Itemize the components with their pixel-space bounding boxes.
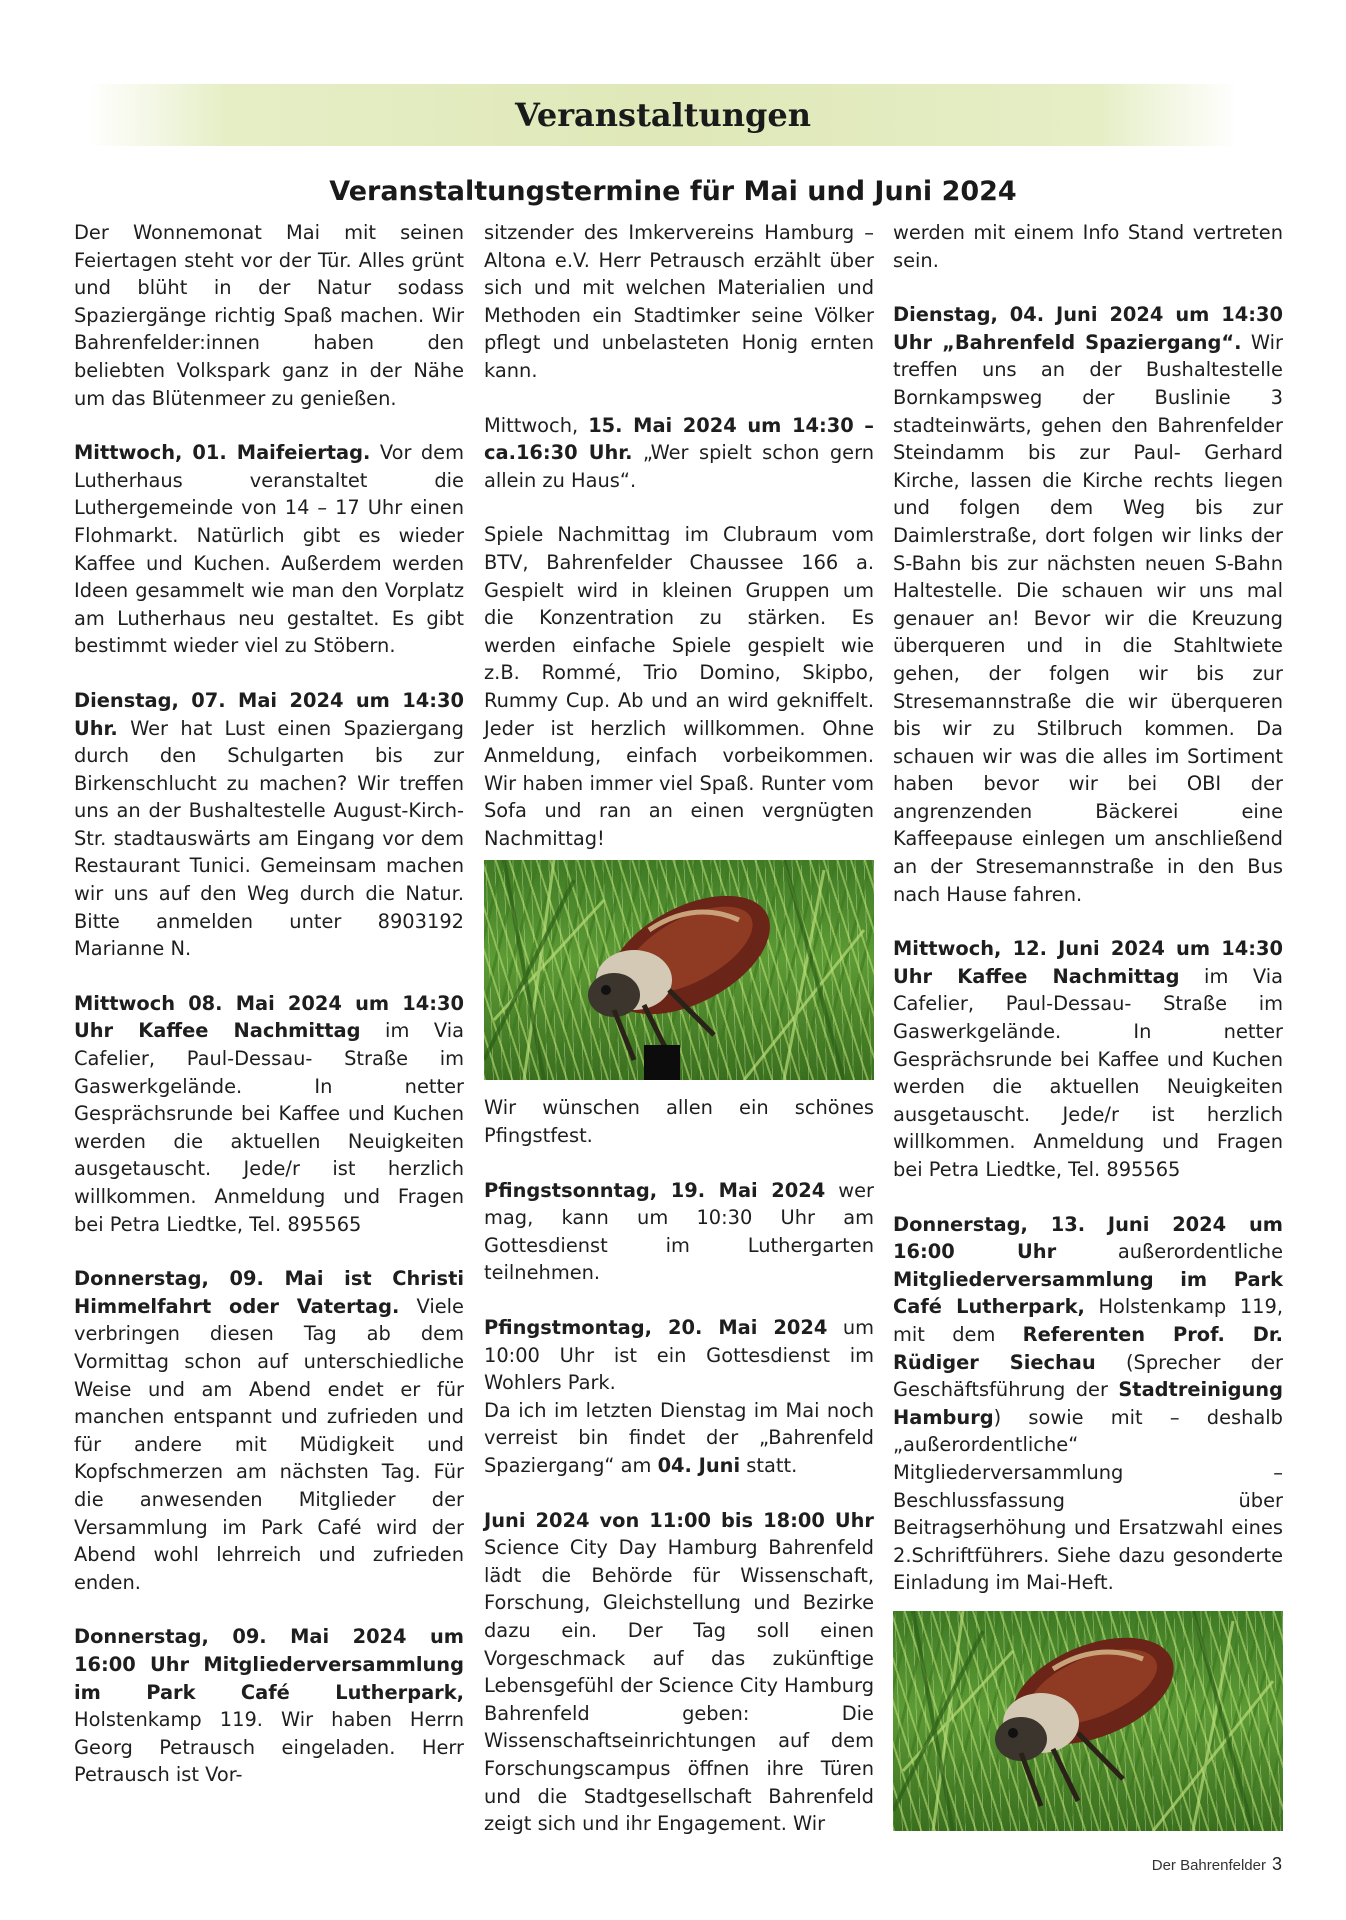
beetle-in-grass-icon bbox=[893, 1611, 1283, 1831]
column-2 bbox=[484, 219, 874, 1865]
pfingst-wish: Wir wünschen allen ein schönes Pfingstfest. bbox=[484, 1096, 874, 1148]
event-spiele-15-mai: Mittwoch, 15. Mai 2024 um 14:30 – ca.16:30 Uhr. „Wer spielt schon gern allein zu Haus“. bbox=[484, 413, 875, 492]
event-pfingstsonntag: Pfingstsonntag, 19. Mai 2024 wer mag, kann um 10:30 Uhr am Gottesdienst im Luthergarten teilnehmen. bbox=[484, 1178, 874, 1285]
continuation-paragraph-2: werden mit einem Info Stand vertreten sein. bbox=[893, 221, 1283, 272]
beetle-photo-1 bbox=[484, 860, 874, 1080]
spiele-nachmittag-details: Spiele Nachmittag im Clubraum vom BTV, Bahrenfelder Chaussee 166 a. Gespielt wird in kleinen Gruppen um die Konzentration zu stärken. Es werden einfache Spiele gespielt wie z.B. Rommé, Trio Domino, Skipbo, Rummy Cup. Ab und an wird gekniffelt. Jeder ist herzlich willkommen. Ohne Anmeldung, einfach vorbeikommen. Wir haben immer viel Spaß. Runter vom Sofa und ran an einen vergnügten Nachmittag! bbox=[484, 523, 874, 850]
event-spaziergang-07-mai: Dienstag, 07. Mai 2024 um 14:30 Uhr. Wer hat Lust einen Spaziergang durch den Schulgarten bis zur Birkenschlucht zu machen? Wir treffen uns an der Bushaltestelle August-Kirch-Str. stadtauswärts am Eingang vor dem Restaurant Tunici. Gemeinsam machen wir uns auf den Weg durch die Natur. Bitte anmelden unter 8903192 Marianne N. bbox=[74, 688, 464, 961]
page-number: 3 bbox=[1271, 1854, 1282, 1874]
page-headline: Veranstaltungstermine für Mai und Juni 2024 bbox=[329, 176, 1017, 207]
event-pfingstmontag: Pfingstmontag, 20. Mai 2024 um 10:00 Uhr ist ein Gottesdienst im Wohlers Park. bbox=[484, 1316, 875, 1395]
column-1 bbox=[74, 219, 464, 1816]
beetle-photo-2 bbox=[893, 1611, 1283, 1831]
column-3 bbox=[893, 219, 1283, 1845]
event-kaffee-08-mai: Mittwoch 08. Mai 2024 um 14:30 Uhr Kaffee Nachmittag im Via Cafelier, Paul-Dessau- Straße im Gaswerkgelände. In netter Gesprächsrunde bei Kaffee und Kuchen werden die aktuellen Neuigkeiten ausgetauscht. Jede/r ist herzlich willkommen. Anmeldung und Fragen bei Petra Liedtke, Tel. 895565 bbox=[74, 991, 465, 1236]
event-spaziergang-04-juni: Dienstag, 04. Juni 2024 um 14:30 Uhr „Bahrenfeld Spaziergang“. Wir treffen uns an der Bushaltestelle Bornkampsweg der Buslinie 3 stadteinwärts, gehen den Bahrenfelder Steindamm bis zur Paul- Gerhard Kirche, lassen die Kirche rechts liegen und folgen dem Weg bis zur Daimlerstraße, dort folgen wir links der S-Bahn bis zur nächsten neuen S-Bahn Haltestelle. Die schauen wir uns mal genauer an! Bevor wir die Kreuzung überqueren und in die Stahltwiete gehen, der folgen wir bis zur Stresemannstraße die wir überqueren bis wir zu Stilbruch kommen. Da schauen wir was die alles im Sortiment haben bevor wir bei OBI der angrenzenden Bäckerei eine Kaffeepause einlegen um anschließend an der Stresemannstraße in den Bus nach Hause fahren. bbox=[893, 303, 1283, 906]
event-maifeiertag: Mittwoch, 01. Maifeiertag. Vor dem Lutherhaus veranstaltet die Luthergemeinde von 14 – 17 Uhr einen Flohmarkt. Natürlich gibt es wieder Kaffee und Kuchen. Außerdem werden Ideen gesammelt wie man den Vorplatz am Lutherhaus neu gestaltet. Es gibt bestimmt wieder viel zu Stöbern. bbox=[74, 441, 464, 658]
event-science-city-day: Juni 2024 von 11:00 bis 18:00 Uhr Science City Day Hamburg Bahrenfeld lädt die Behörde für Wissenschaft, Forschung, Gleichstellung und Bezirke dazu ein. Der Tag soll einen Vorgeschmack auf das zukünftige Lebensgefühl der Science City Hamburg Bahrenfeld geben: Die Wissenschaftseinrichtungen auf dem Forschungscampus öffnen ihre Türen und die Stadtgesellschaft Bahrenfeld zeigt sich und ihr Engagement. Wir bbox=[484, 1508, 874, 1836]
event-himmelfahrt: Donnerstag, 09. Mai ist Christi Himmelfahrt oder Vatertag. Viele verbringen diesen Tag ab dem Vormittag schon auf unterschiedliche Weise und am Abend endet er für manchen entspannt und zufrieden und für andere mit Müdigkeit und Kopfschmerzen am nächsten Tag. Für die anwesenden Mitglieder der Versammlung im Park Café wird der Abend wohl lehrreich und zufrieden enden. bbox=[74, 1267, 464, 1594]
beetle-in-grass-icon bbox=[484, 860, 874, 1080]
event-kaffee-12-juni: Mittwoch, 12. Juni 2024 um 14:30 Uhr Kaffee Nachmittag im Via Cafelier, Paul-Dessau- Straße im Gaswerkgelände. In netter Gesprächsrunde bei Kaffee und Kuchen werden die aktuellen Neuigkeiten ausgetauscht. Jede/r ist herzlich willkommen. Anmeldung und Fragen bei Petra Liedtke, Tel. 895565 bbox=[893, 937, 1284, 1181]
event-mitgliederversammlung-09-mai: Donnerstag, 09. Mai 2024 um 16:00 Uhr Mitgliederversammlung im Park Café Lutherpark, Holstenkamp 119. Wir haben Herrn Georg Petrausch eingeladen. Herr Petrausch ist Vor- bbox=[74, 1625, 464, 1787]
section-title: Veranstaltungen bbox=[514, 96, 812, 134]
page-footer bbox=[1152, 1854, 1282, 1875]
publication-name: Der Bahrenfelder bbox=[1151, 1857, 1266, 1874]
intro-paragraph: Der Wonnemonat Mai mit seinen Feiertagen steht vor der Tür. Alles grünt und blüht in der Natur sodass Spaziergänge richtig Spaß machen. Wir Bahrenfelder:innen haben den beliebten Volkspark ganz in der Nähe um das Blütenmeer zu genießen. bbox=[74, 221, 464, 410]
event-mitgliederversammlung-13-juni: Donnerstag, 13. Juni 2024 um 16:00 Uhr außerordentliche Mitgliederversammlung im Park Café Lutherpark, Holstenkamp 119, mit dem Referenten Prof. Dr. Rüdiger Siechau (Sprecher der Geschäftsführung der Stadtreinigung Hamburg) sowie mit – deshalb „außerordentliche“ Mitgliederversammlung – Beschlussfassung über Beitragserhöhung und Ersatzwahl eines 2.Schriftführers. Siehe dazu gesonderte Einladung im Mai-Heft. bbox=[893, 1212, 1283, 1595]
section-banner bbox=[88, 84, 1238, 146]
spaziergang-note: Da ich im letzten Dienstag im Mai noch verreist bin findet der „Bahrenfeld Spaziergang“ am 04. Juni statt. bbox=[484, 1398, 874, 1477]
continuation-paragraph: sitzender des Imkervereins Hamburg – Altona e.V. Herr Petrausch erzählt über sich und mit welchen Materialien und Methoden ein Stadtimker seine Völker pflegt und unbelasteten Honig ernten kann. bbox=[484, 221, 874, 382]
